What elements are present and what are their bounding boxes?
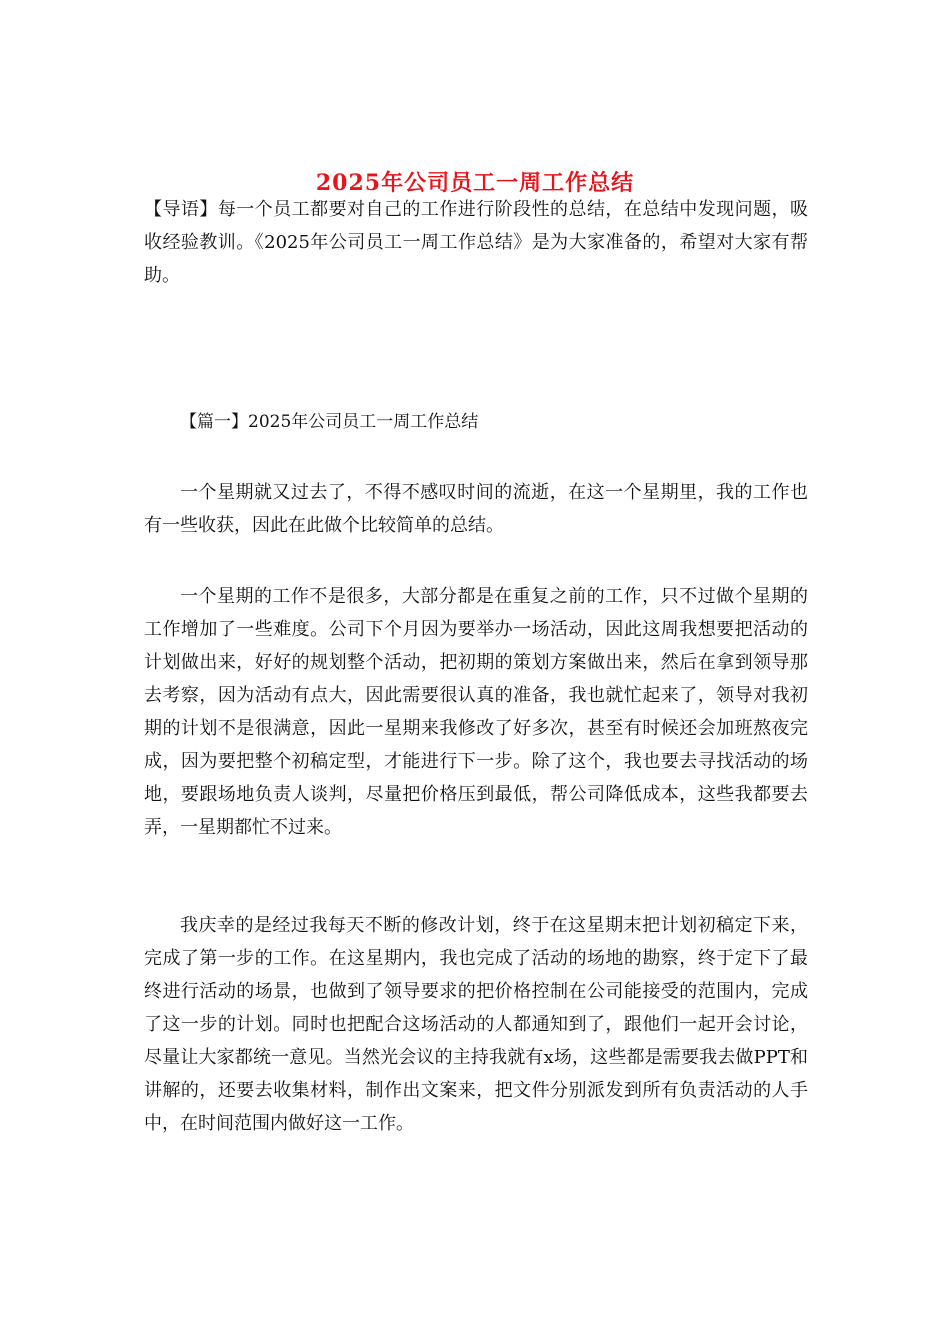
body-paragraph: 一个星期就又过去了，不得不感叹时间的流逝，在这一个星期里，我的工作也有一些收获，因此在此做个比较简单的总结。 — [144, 482, 808, 536]
lead-paragraph: 【导语】每一个员工都要对自己的工作进行阶段性的总结，在总结中发现问题，吸收经验教训。《2025年公司员工一周工作总结》是为大家准备的，希望对大家有帮助。 — [144, 199, 808, 286]
section-heading: 【篇一】2025年公司员工一周工作总结 — [180, 412, 479, 432]
document-title: 2025年公司员工一周工作总结 — [315, 169, 635, 196]
body-paragraph: 我庆幸的是经过我每天不断的修改计划，终于在这星期末把计划初稿定下来，完成了第一步的工作。在这星期内，我也完成了活动的场地的勘察，终于定下了最终进行活动的场景，也做到了领导要求的把价格控制在公司能接受的范围内，完成了这一步的计划。同时也把配合这场活动的人都通知到了，跟他们一起开会讨论，尽量让大家都统一意见。当然光会议的主持我就有x场，这些都是需要我去做PPT和讲解的，还要去收集材料，制作出文案来，把文件分别派发到所有负责活动的人手中，在时间范围内做好这一工作。 — [144, 915, 808, 1134]
body-paragraph: 一个星期的工作不是很多，大部分都是在重复之前的工作，只不过做个星期的工作增加了一些难度。公司下个月因为要举办一场活动，因此这周我想要把活动的计划做出来，好好的规划整个活动，把初期的策划方案做出来，然后在拿到领导那去考察，因为活动有点大，因此需要很认真的准备，我也就忙起来了，领导对我初期的计划不是很满意，因此一星期来我修改了好多次，甚至有时候还会加班熬夜完成，因为要把整个初稿定型，才能进行下一步。除了这个，我也要去寻找活动的场地，要跟场地负责人谈判，尽量把价格压到最低，帮公司降低成本，这些我都要去弄，一星期都忙不过来。 — [144, 586, 808, 838]
